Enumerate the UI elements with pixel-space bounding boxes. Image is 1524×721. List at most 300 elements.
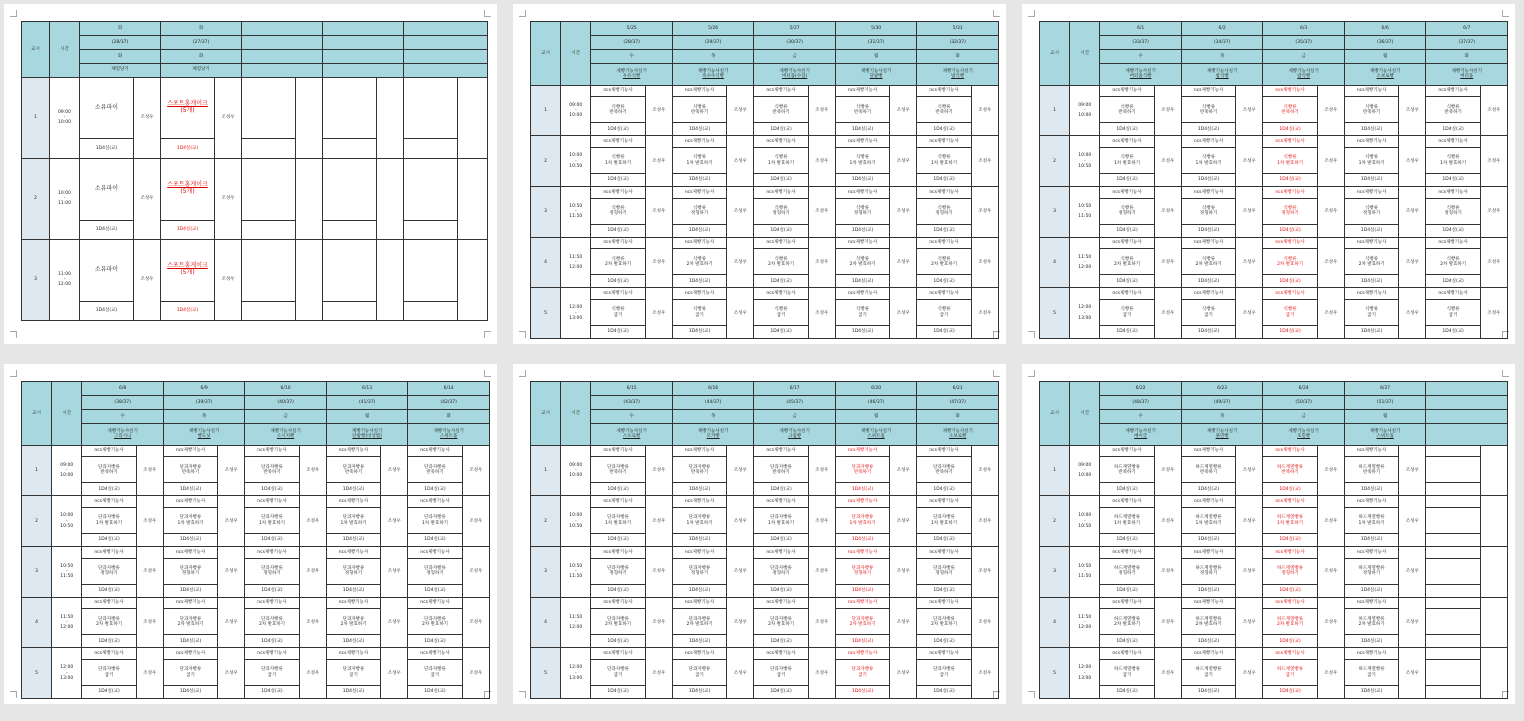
ncs-label: ncs제빵기능사 [82, 648, 136, 660]
teacher-cell: 조성우 [971, 85, 998, 136]
lab-cell: 1D4실(교) [672, 584, 726, 597]
ncs-label: ncs제빵기능사 [835, 237, 889, 249]
bread-category: 식빵류 [611, 104, 625, 110]
lab-cell: 1D4실(교) [835, 174, 889, 187]
day-topic [1344, 64, 1426, 86]
bread-category: 단과자빵류 [851, 667, 874, 673]
lab-cell: 1D4실(교) [1181, 686, 1235, 699]
lab-cell: 1D4실(교) [408, 584, 462, 597]
teacher-cell: 조성우 [136, 597, 163, 648]
teacher-cell: 조성우 [299, 546, 326, 597]
ncs-label: ncs제빵기능사 [672, 237, 726, 249]
process-step: 정형하기 [344, 571, 363, 577]
lesson-cell [835, 249, 889, 275]
bread-category: 단과자빵류 [688, 464, 711, 470]
period-start: 12:00 [1078, 305, 1092, 311]
day-dow: 금 [1263, 50, 1345, 64]
bread-category: 식빵류 [1202, 206, 1216, 212]
lab-cell: 1D4실(교) [591, 123, 645, 136]
day-dow: 수 [591, 50, 673, 64]
period-dash: - [1083, 158, 1086, 164]
day-topic [242, 63, 323, 77]
bread-category: 식빵류 [856, 256, 870, 262]
lab-cell: 1D4실(교) [80, 220, 134, 239]
empty-cell [1426, 558, 1480, 584]
topic-label: 제빵기능사실기 [1206, 69, 1238, 75]
ncs-label: ncs제빵기능사 [1263, 597, 1317, 609]
process-step: 정형하기 [426, 571, 444, 577]
ncs-label: ncs제빵기능사 [1181, 136, 1235, 148]
lab-cell: 1D4실(교) [1263, 483, 1317, 496]
lesson-cell [163, 457, 217, 483]
period-end: 11:50 [569, 214, 583, 220]
process-step: 굽기 [939, 312, 949, 318]
lesson-cell [408, 457, 462, 483]
teacher-cell: 조성우 [971, 136, 998, 187]
lesson-cell: 소유파이 [80, 239, 134, 301]
empty-cell [404, 158, 458, 220]
teacher-cell: 조성우 [727, 648, 754, 699]
lesson-cell [591, 457, 645, 483]
ncs-label: ncs제빵기능사 [1181, 288, 1235, 300]
teacher-cell: 조성우 [727, 288, 754, 339]
period-end: 10:50 [1078, 523, 1092, 529]
teacher-cell: 조성우 [1399, 597, 1426, 648]
day-topic: 체험당기 [161, 63, 242, 77]
topic-label: 제빵기능사실기 [942, 429, 973, 435]
topic-label: 제빵기능사실기 [1369, 429, 1401, 435]
lesson-cell [1100, 609, 1154, 635]
day-date: 6/22 [1100, 382, 1182, 396]
process-step: 반죽하기 [100, 469, 118, 475]
day-date: 6/7 [1426, 22, 1508, 36]
process-step: 1차 발효하기 [1195, 160, 1222, 166]
period-end: 10:50 [569, 523, 583, 529]
bread-category: 식빵류 [693, 206, 707, 212]
bread-category: 식빵류 [1365, 155, 1379, 161]
day-week: (38/37) [82, 396, 163, 410]
topic-label: 제빵기능사실기 [697, 429, 729, 435]
process-step: 반죽하기 [263, 469, 281, 475]
teacher-cell: 조성우 [134, 158, 161, 239]
ncs-label: ncs제빵기능사 [1344, 136, 1398, 148]
teacher-cell: 조성우 [381, 648, 408, 699]
lesson-cell [245, 457, 299, 483]
bread-category: 단과자빵류 [851, 515, 874, 521]
day-dow: 월 [1344, 410, 1426, 424]
lesson-cell [754, 660, 808, 686]
teacher-cell: 조성우 [890, 445, 917, 496]
lab-cell: 1D4실(교) [326, 483, 380, 496]
lesson-cell [1263, 660, 1317, 686]
period-time [561, 85, 591, 136]
topic-label: 제빵기능사실기 [616, 429, 647, 435]
teacher-cell: 조성우 [808, 597, 835, 648]
teacher-cell: 조성우 [1317, 186, 1344, 237]
lab-cell: 1D4실(교) [754, 534, 808, 547]
ncs-label: ncs제빵기능사 [754, 186, 808, 198]
day-week: (34/37) [1181, 36, 1263, 50]
teacher-cell: 조성우 [1480, 237, 1507, 288]
period-number: 3 [1040, 546, 1070, 597]
teacher-cell: 조성우 [1317, 85, 1344, 136]
process-step: 2차 발효하기 [768, 261, 795, 267]
period-number: 1 [22, 77, 50, 158]
day-week: (27/37) [161, 35, 242, 49]
bread-category: 단과자빵류 [424, 616, 446, 622]
bread-category: 식빵류 [693, 307, 707, 313]
period-dash: - [574, 310, 577, 316]
day-week: (28/37) [80, 35, 161, 49]
teacher-cell: 조성우 [890, 237, 917, 288]
lab-cell: 1D4실(교) [1100, 686, 1154, 699]
process-step: 2차 발효하기 [768, 621, 795, 627]
lab-cell: 1D4실(교) [1426, 174, 1480, 187]
lesson-cell [1344, 97, 1398, 123]
ncs-label: ncs제빵기능사 [245, 445, 299, 457]
lab-cell: 1D4실(교) [754, 326, 808, 339]
period-start: 10:50 [569, 204, 583, 210]
topic-label: 제빵기능사실기 [697, 69, 729, 75]
lesson-cell [917, 457, 971, 483]
lesson-cell [672, 558, 726, 584]
ncs-label: ncs제빵기능사 [408, 648, 462, 660]
recipe-name: 밤식빵 [1215, 74, 1229, 80]
lesson-cell [1263, 97, 1317, 123]
teacher-cell: 조성우 [645, 288, 672, 339]
process-step: 2차 발효하기 [1114, 621, 1141, 627]
period-number: 1 [1040, 85, 1070, 136]
process-step: 굽기 [939, 672, 949, 678]
recipe-name: 모카빵 [706, 434, 720, 440]
lab-cell: 1D4실(교) [672, 326, 726, 339]
lab-cell: 1D4실(교) [672, 275, 726, 288]
recipe-name: 베이글 [1134, 434, 1148, 440]
bread-category: 단과자빵류 [770, 515, 792, 521]
teacher-cell: 조성우 [890, 648, 917, 699]
lesson-qty: (5개) [180, 106, 195, 114]
process-step: 1차 발효하기 [686, 520, 713, 526]
period-end: 13:00 [1078, 675, 1092, 681]
lesson-cell [591, 558, 645, 584]
lesson-cell [754, 198, 808, 224]
teacher-cell: 조성우 [1317, 546, 1344, 597]
empty-cell [296, 239, 323, 320]
bread-category: 단과자빵류 [688, 616, 711, 622]
process-step: 반죽하기 [1444, 109, 1462, 115]
bread-category: 식빵류 [1120, 256, 1134, 262]
period-number: 3 [531, 186, 561, 237]
ncs-label: ncs제빵기능사 [1100, 648, 1154, 660]
teacher-cell: 조성우 [1154, 445, 1181, 496]
lab-cell: 1D4실(교) [917, 483, 971, 496]
day-topic [1426, 64, 1508, 86]
empty-cell [242, 139, 296, 158]
day-dow: 금 [754, 50, 836, 64]
bread-category: 하드계열빵류 [1358, 566, 1385, 572]
ncs-label: ncs제빵기능사 [1100, 237, 1154, 249]
bread-category: 단과자빵류 [342, 616, 365, 622]
empty-cell [1426, 597, 1480, 609]
period-time [1070, 288, 1100, 339]
teacher-cell: 조성우 [1480, 136, 1507, 187]
ncs-label: ncs제빵기능사 [1100, 186, 1154, 198]
bread-category: 식빵류 [1283, 104, 1297, 110]
teacher-cell: 조성우 [1399, 445, 1426, 496]
process-step: 반죽하기 [1199, 469, 1218, 475]
process-step: 2차 발효하기 [849, 621, 876, 627]
period-end: 13:00 [569, 675, 583, 681]
lesson-cell [754, 148, 808, 174]
day-date: 5/25 [591, 22, 673, 36]
ncs-label: ncs제빵기능사 [754, 136, 808, 148]
teacher-cell: 조성우 [1317, 648, 1344, 699]
period-number: 5 [1040, 288, 1070, 339]
ncs-label: ncs제빵기능사 [1100, 445, 1154, 457]
process-step: 굽기 [1204, 672, 1213, 678]
bread-category: 식빵류 [1446, 104, 1460, 110]
lesson-cell [1181, 660, 1235, 686]
empty-cell [323, 301, 377, 320]
process-step: 정형하기 [1118, 571, 1136, 577]
day-topic: 체험당기 [80, 63, 161, 77]
bread-category: 단과자빵류 [933, 616, 955, 622]
ncs-label: ncs제빵기능사 [163, 546, 217, 558]
bread-category: 식빵류 [1365, 104, 1379, 110]
day-week [404, 35, 488, 49]
period-start: 12:00 [1078, 665, 1092, 671]
lab-cell: 1D4실(교) [1181, 123, 1235, 136]
bread-category: 단과자빵류 [424, 667, 446, 673]
lesson-cell [161, 77, 215, 139]
lesson-cell [245, 508, 299, 534]
bread-category: 단과자빵류 [933, 667, 955, 673]
bread-category: 단과자빵류 [688, 515, 711, 521]
lab-cell: 1D4실(교) [326, 584, 380, 597]
recipe-name: 버터톱식빵 [1129, 74, 1152, 80]
teacher-cell: 조성우 [727, 445, 754, 496]
lesson-cell [1100, 97, 1154, 123]
teacher-cell: 조성우 [1317, 445, 1344, 496]
lab-cell: 1D4실(교) [1181, 483, 1235, 496]
bread-category: 하드계열빵류 [1113, 464, 1141, 470]
period-dash: - [65, 670, 68, 676]
bread-category: 하드계열빵류 [1276, 616, 1304, 622]
lab-cell: 1D4실(교) [591, 483, 645, 496]
period-number: 2 [531, 136, 561, 187]
day-week: (41/37) [326, 396, 408, 410]
period-start: 10:00 [60, 513, 74, 519]
lab-cell: 1D4실(교) [591, 584, 645, 597]
period-start: 10:50 [1078, 204, 1092, 210]
teacher-cell: 조성우 [645, 85, 672, 136]
day-date: 6/15 [591, 382, 673, 396]
period-time [1070, 237, 1100, 288]
teacher-cell: 조성우 [1480, 186, 1507, 237]
teacher-cell: 조성우 [727, 136, 754, 187]
bread-category: 하드계열빵류 [1195, 515, 1222, 521]
empty-cell [242, 158, 296, 220]
day-topic [1263, 64, 1345, 86]
period-end: 11:00 [58, 201, 71, 207]
process-step: 반죽하기 [426, 469, 444, 475]
teacher-cell: 조성우 [808, 237, 835, 288]
lesson-cell [1426, 97, 1480, 123]
teacher-cell: 조성우 [1317, 496, 1344, 547]
period-start: 11:50 [1078, 614, 1092, 620]
day-topic [917, 424, 999, 446]
recipe-name: 버터롤 [1460, 74, 1474, 80]
lab-cell: 1D4실(교) [835, 635, 889, 648]
process-step: 1차 발효하기 [258, 520, 286, 526]
process-step: 2차 발효하기 [1440, 261, 1467, 267]
ncs-label: ncs제빵기능사 [754, 496, 808, 508]
bread-category: 식빵류 [693, 256, 707, 262]
ncs-label: ncs제빵기능사 [326, 445, 380, 457]
bread-category: 식빵류 [1202, 155, 1216, 161]
teacher-cell: 조성우 [808, 648, 835, 699]
lab-cell: 1D4실(교) [245, 686, 299, 699]
day-week: (47/37) [917, 396, 999, 410]
bread-category: 단과자빵류 [261, 464, 283, 470]
process-step: 굽기 [776, 312, 786, 318]
lesson-cell [672, 249, 726, 275]
lesson-cell [672, 508, 726, 534]
teacher-cell: 조성우 [971, 546, 998, 597]
lesson-cell [1100, 249, 1154, 275]
lesson-cell [1181, 609, 1235, 635]
empty-cell [458, 239, 488, 320]
empty-cell [1426, 686, 1480, 699]
day-dow: 목 [1181, 410, 1263, 424]
lab-cell: 1D4실(교) [835, 534, 889, 547]
lab-cell: 1D4실(교) [408, 686, 462, 699]
period-start: 11:00 [58, 272, 71, 278]
lesson-cell [835, 457, 889, 483]
lab-cell: 1D4실(교) [1263, 326, 1317, 339]
lesson-cell [835, 660, 889, 686]
period-time [561, 136, 591, 187]
ncs-label: ncs제빵기능사 [1181, 237, 1235, 249]
lab-cell: 1D4실(교) [1344, 174, 1398, 187]
lesson-cell [917, 300, 971, 326]
bread-category: 하드계열빵류 [1113, 667, 1141, 673]
process-step: 정형하기 [609, 211, 627, 217]
process-step: 2차 발효하기 [1195, 261, 1222, 267]
teacher-cell: 조성우 [645, 496, 672, 547]
topic-label: 제빵기능사실기 [1206, 429, 1238, 435]
period-dash: - [574, 107, 577, 113]
teacher-cell: 조성우 [808, 136, 835, 187]
empty-cell [377, 158, 404, 239]
day-week [1426, 396, 1508, 410]
process-step: 정형하기 [1281, 211, 1299, 217]
day-topic [323, 63, 404, 77]
teacher-cell: 조성우 [136, 546, 163, 597]
ncs-label: ncs제빵기능사 [1344, 186, 1398, 198]
period-dash: - [1083, 670, 1086, 676]
day-week [323, 35, 404, 49]
ncs-label: ncs제빵기능사 [163, 648, 217, 660]
lab-cell: 1D4실(교) [1426, 224, 1480, 237]
lab-cell: 1D4실(교) [835, 123, 889, 136]
day-date: 6/9 [163, 382, 244, 396]
lesson-name: 스포트홍게이크 [167, 262, 208, 270]
empty-cell [242, 301, 296, 320]
process-step: 굽기 [695, 672, 704, 678]
lab-cell: 1D4실(교) [80, 301, 134, 320]
lab-cell: 1D4실(교) [245, 534, 299, 547]
day-topic [672, 424, 754, 446]
day-date: 6/8 [82, 382, 163, 396]
topic-label: 제빵기능사실기 [1288, 429, 1319, 435]
period-end: 12:00 [60, 625, 74, 631]
lesson-cell [161, 158, 215, 220]
period-number: 3 [22, 546, 52, 597]
period-dash: - [1083, 467, 1086, 473]
process-step: 1차 발효하기 [177, 520, 204, 526]
period-end: 13:00 [60, 675, 74, 681]
teacher-cell: 조성우 [645, 237, 672, 288]
teacher-cell: 조성우 [136, 445, 163, 496]
process-step: 반죽하기 [690, 109, 709, 115]
lesson-cell [1344, 508, 1398, 534]
lesson-cell [672, 148, 726, 174]
day-dow: 월 [326, 410, 408, 424]
process-step: 1차 발효하기 [1358, 520, 1385, 526]
recipe-name: 우유식빵 [622, 74, 641, 80]
bread-category: 식빵류 [1446, 307, 1460, 313]
bread-category: 단과자빵류 [179, 464, 202, 470]
process-step: 1차 발효하기 [849, 520, 876, 526]
lesson-cell [1100, 508, 1154, 534]
day-week: (35/37) [1263, 36, 1345, 50]
teacher-cell: 조성우 [727, 237, 754, 288]
empty-cell [323, 158, 377, 220]
lab-cell: 1D4실(교) [1263, 686, 1317, 699]
topic-label: 제빵기능사실기 [942, 69, 973, 75]
teacher-cell [1480, 445, 1507, 496]
lab-cell: 1D4실(교) [1344, 534, 1398, 547]
ncs-label: ncs제빵기능사 [163, 597, 217, 609]
process-step: 1차 발효하기 [605, 160, 632, 166]
topic-label: 제빵기능사실기 [1125, 429, 1156, 435]
bread-category: 단과자빵류 [607, 667, 629, 673]
teacher-cell: 조성우 [134, 77, 161, 158]
topic-label: 제빵기능사실기 [270, 429, 301, 435]
ncs-label: ncs제빵기능사 [591, 237, 645, 249]
process-step: 1차 발효하기 [605, 520, 632, 526]
bread-category: 하드계열빵류 [1113, 566, 1141, 572]
period-dash: - [574, 670, 577, 676]
time-header: 시간 [50, 22, 80, 78]
ncs-label: ncs제빵기능사 [1263, 648, 1317, 660]
lesson-cell [917, 558, 971, 584]
teacher-cell: 조성우 [1399, 136, 1426, 187]
teacher-cell: 조성우 [218, 648, 245, 699]
period-number: 4 [1040, 237, 1070, 288]
lesson-cell [326, 558, 380, 584]
lab-cell: 1D4실(교) [1181, 584, 1235, 597]
lesson-cell [754, 558, 808, 584]
ncs-label: ncs제빵기능사 [591, 496, 645, 508]
day-topic [672, 64, 754, 86]
period-number: 4 [22, 597, 52, 648]
lab-cell: 1D4실(교) [1263, 224, 1317, 237]
time-header: 시간 [1070, 382, 1100, 446]
period-number: 1 [22, 445, 52, 496]
ncs-label: ncs제빵기능사 [917, 445, 971, 457]
